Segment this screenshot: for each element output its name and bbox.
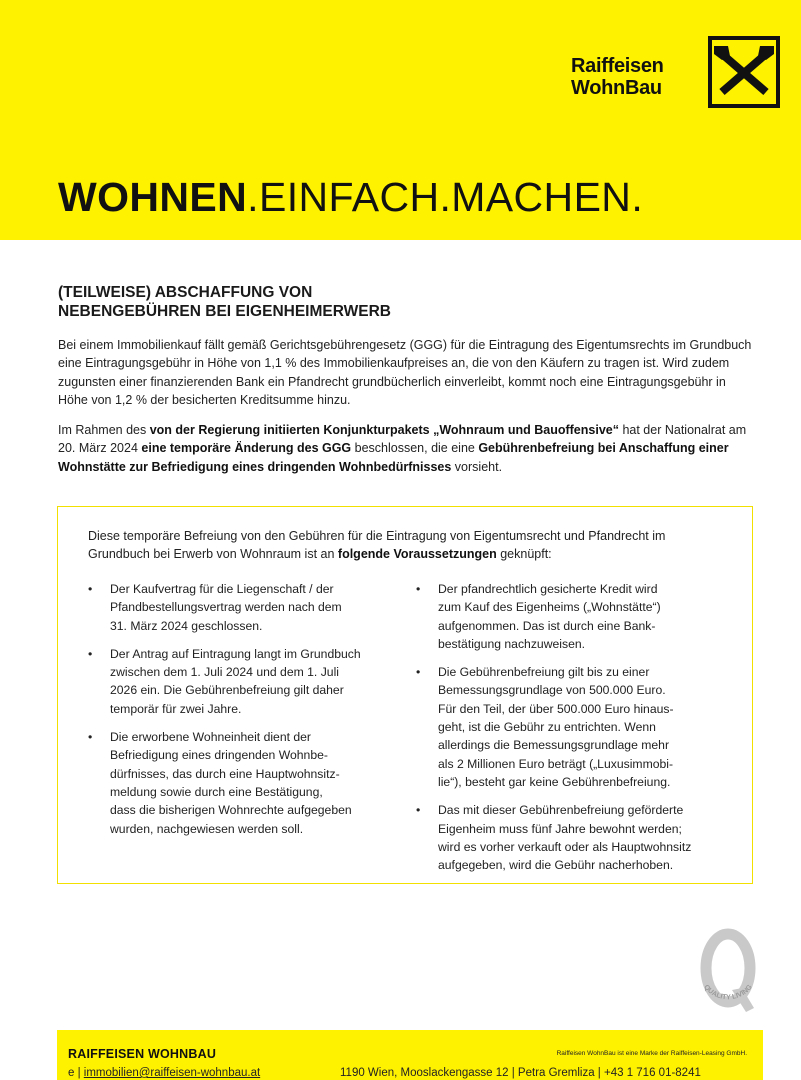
condition-item [88,645,388,718]
condition-line: Der Kaufvertrag für die Liegenschaft / der [110,582,334,596]
conditions-intro-text-1: Diese temporäre Befreiung von den Gebühren für die Eintragung von Eigentumsrecht und Pfandrecht im Grundbuch bei Erwerb von Wohnraum ist an [88,529,666,562]
condition-text [110,728,388,838]
condition-item [88,728,388,838]
condition-text [110,645,388,718]
logo-text-line1: Raiffeisen [571,55,664,77]
footer-address: 1190 Wien, Mooslackengasse 12 | Petra Gremliza | +43 1 716 01-8241 [340,1067,701,1079]
para2-bold-3: Gebührenbefreiung bei Anschaffung einer Wohnstätte zur Befriedigung eines dringenden Wohnbedürfnisses [58,441,729,474]
footer-bar [57,1030,763,1080]
condition-line: Eigenheim muss fünf Jahre bewohnt werden; [438,821,682,836]
condition-line: zum Kauf des Eigenheims („Wohnstätte“) [438,600,661,615]
condition-line: allerdings die Bemessungsgrundlage mehr [438,738,670,753]
para2-text-1: Im Rahmen des [58,423,150,437]
condition-line: Für den Teil, der über 500.000 Euro hinaus- [438,701,674,716]
slogan [58,174,643,221]
condition-line: geht, ist die Gebühr zu entrichten. Wenn [438,720,656,735]
condition-line: zwischen dem 1. Juli 2024 und dem 1. Juli [110,665,339,680]
condition-line: als 2 Millionen Euro beträgt („Luxusimmobi- [438,756,674,771]
article-title-line1: (TEILWEISE) ABSCHAFFUNG VON [58,284,313,301]
condition-line: Das mit dieser Gebührenbefreiung geförderte [438,803,684,818]
bullet-icon: • [416,582,421,596]
para2-text-3: beschlossen, die eine [351,441,479,456]
condition-line: temporär für zwei Jahre. [110,701,242,716]
footer-company: RAIFFEISEN WOHNBAU [68,1047,217,1061]
bullet-icon: • [416,803,421,818]
para2-bold-2: eine temporäre Änderung des GGG [141,441,352,456]
condition-item [416,580,716,653]
bullet-icon: • [88,646,93,661]
condition-line: Bemessungsgrundlage von 500.000 Euro. [438,683,666,698]
condition-line: wurden, nachgewiesen werden soll. [110,821,304,836]
condition-line: Befriedigung eines dringenden Wohnbe- [110,748,328,763]
footer-note: Raiffeisen WohnBau ist eine Marke der Raiffeisen-Leasing GmbH. [556,1050,747,1057]
conditions-intro [88,527,728,564]
logo-text-line2: WohnBau [571,77,662,99]
conditions-intro-text-2: geknüpft: [496,547,552,562]
para2-bold-1: von der Regierung initiierten Konjunkturpakets „Wohnraum und Bauoffensive“ [149,423,619,437]
raiffeisen-gable-cross-icon [708,36,780,108]
footer-email-prefix: e | [68,1067,84,1079]
condition-item [416,801,716,874]
footer-email-row [68,1067,260,1079]
conditions-list-left [88,580,388,848]
raiffeisen-wohnbau-logo[interactable] [571,36,783,108]
quality-living-seal [690,928,766,1014]
condition-line: aufgenommen. Das ist durch eine Bank- [438,618,656,633]
condition-item [88,580,388,635]
condition-line: bestätigung nachzuweisen. [438,636,586,651]
condition-line: Pfandbestellungsvertrag werden nach dem [110,600,342,615]
condition-text [438,801,716,874]
conditions-list-right [416,580,716,884]
condition-line: dürfnisses, das durch eine Hauptwohnsitz- [110,766,340,781]
bullet-icon: • [88,582,93,596]
footer-email-link[interactable]: immobilien@raiffeisen-wohnbau.at [83,1067,261,1079]
condition-line: wird es vorher verkauft oder als Hauptwohnsitz [438,839,692,854]
condition-line: Die Gebührenbefreiung gilt bis zu einer [438,665,650,680]
condition-line: 31. März 2024 geschlossen. [110,618,263,633]
slogan-rest: .EINFACH.MACHEN. [247,174,644,220]
condition-text [438,663,716,791]
condition-text [110,580,388,635]
intro-paragraph: Bei einem Immobilienkauf fällt gemäß Gerichtsgebührengesetz (GGG) für die Eintragung des Eigentumsrechts im Grundbuch eine Eintragungsgebühr in Höhe von 1,1 % des Immobilienkaufpreises an, die von den Käufern zu tragen ist. Wird zudem zugunsten einer finanzierenden Bank ein Pfandrecht grundbücherlich einverleibt, kommt noch eine Eintragungsgebühr in Höhe von 1,2 % der besicherten Kreditsumme hinzu. [58,338,752,408]
article-title-line2: NEBENGEBÜHREN BEI EIGENHEIMERWERB [58,303,392,320]
condition-line: dass die bisherigen Wohnrechte aufgegeben [110,803,352,818]
condition-item [416,663,716,791]
article-title [58,283,758,321]
quality-seal-text: QUALITY LIVING [702,983,754,1002]
condition-line: Der Antrag auf Eintragung langt im Grundbuch [110,646,361,661]
condition-line: 2026 ein. Die Gebührenbefreiung gilt daher [110,683,344,698]
bullet-icon: • [88,730,93,745]
logo-wordmark [571,55,701,99]
condition-line: aufgegeben, wird die Gebühr nacherhoben. [438,858,674,873]
condition-line: meldung sowie durch eine Bestätigung, [110,784,323,799]
slogan-bold: WOHNEN [58,174,248,220]
bullet-icon: • [416,665,421,680]
condition-line: Der pfandrechtlich gesicherte Kredit wird [438,582,658,596]
para2-text-2: hat der Nationalrat am 20. März 2024 [58,423,747,456]
konjunkturpaket-paragraph [58,421,758,476]
condition-line: Die erworbene Wohneinheit dient der [110,730,311,745]
condition-text [438,580,716,653]
header-banner [0,0,801,240]
condition-line: lie“), besteht gar keine Gebührenbefreiung. [438,774,671,789]
para2-text-4: vorsieht. [451,459,503,474]
conditions-intro-bold: folgende Voraussetzungen [337,547,497,562]
